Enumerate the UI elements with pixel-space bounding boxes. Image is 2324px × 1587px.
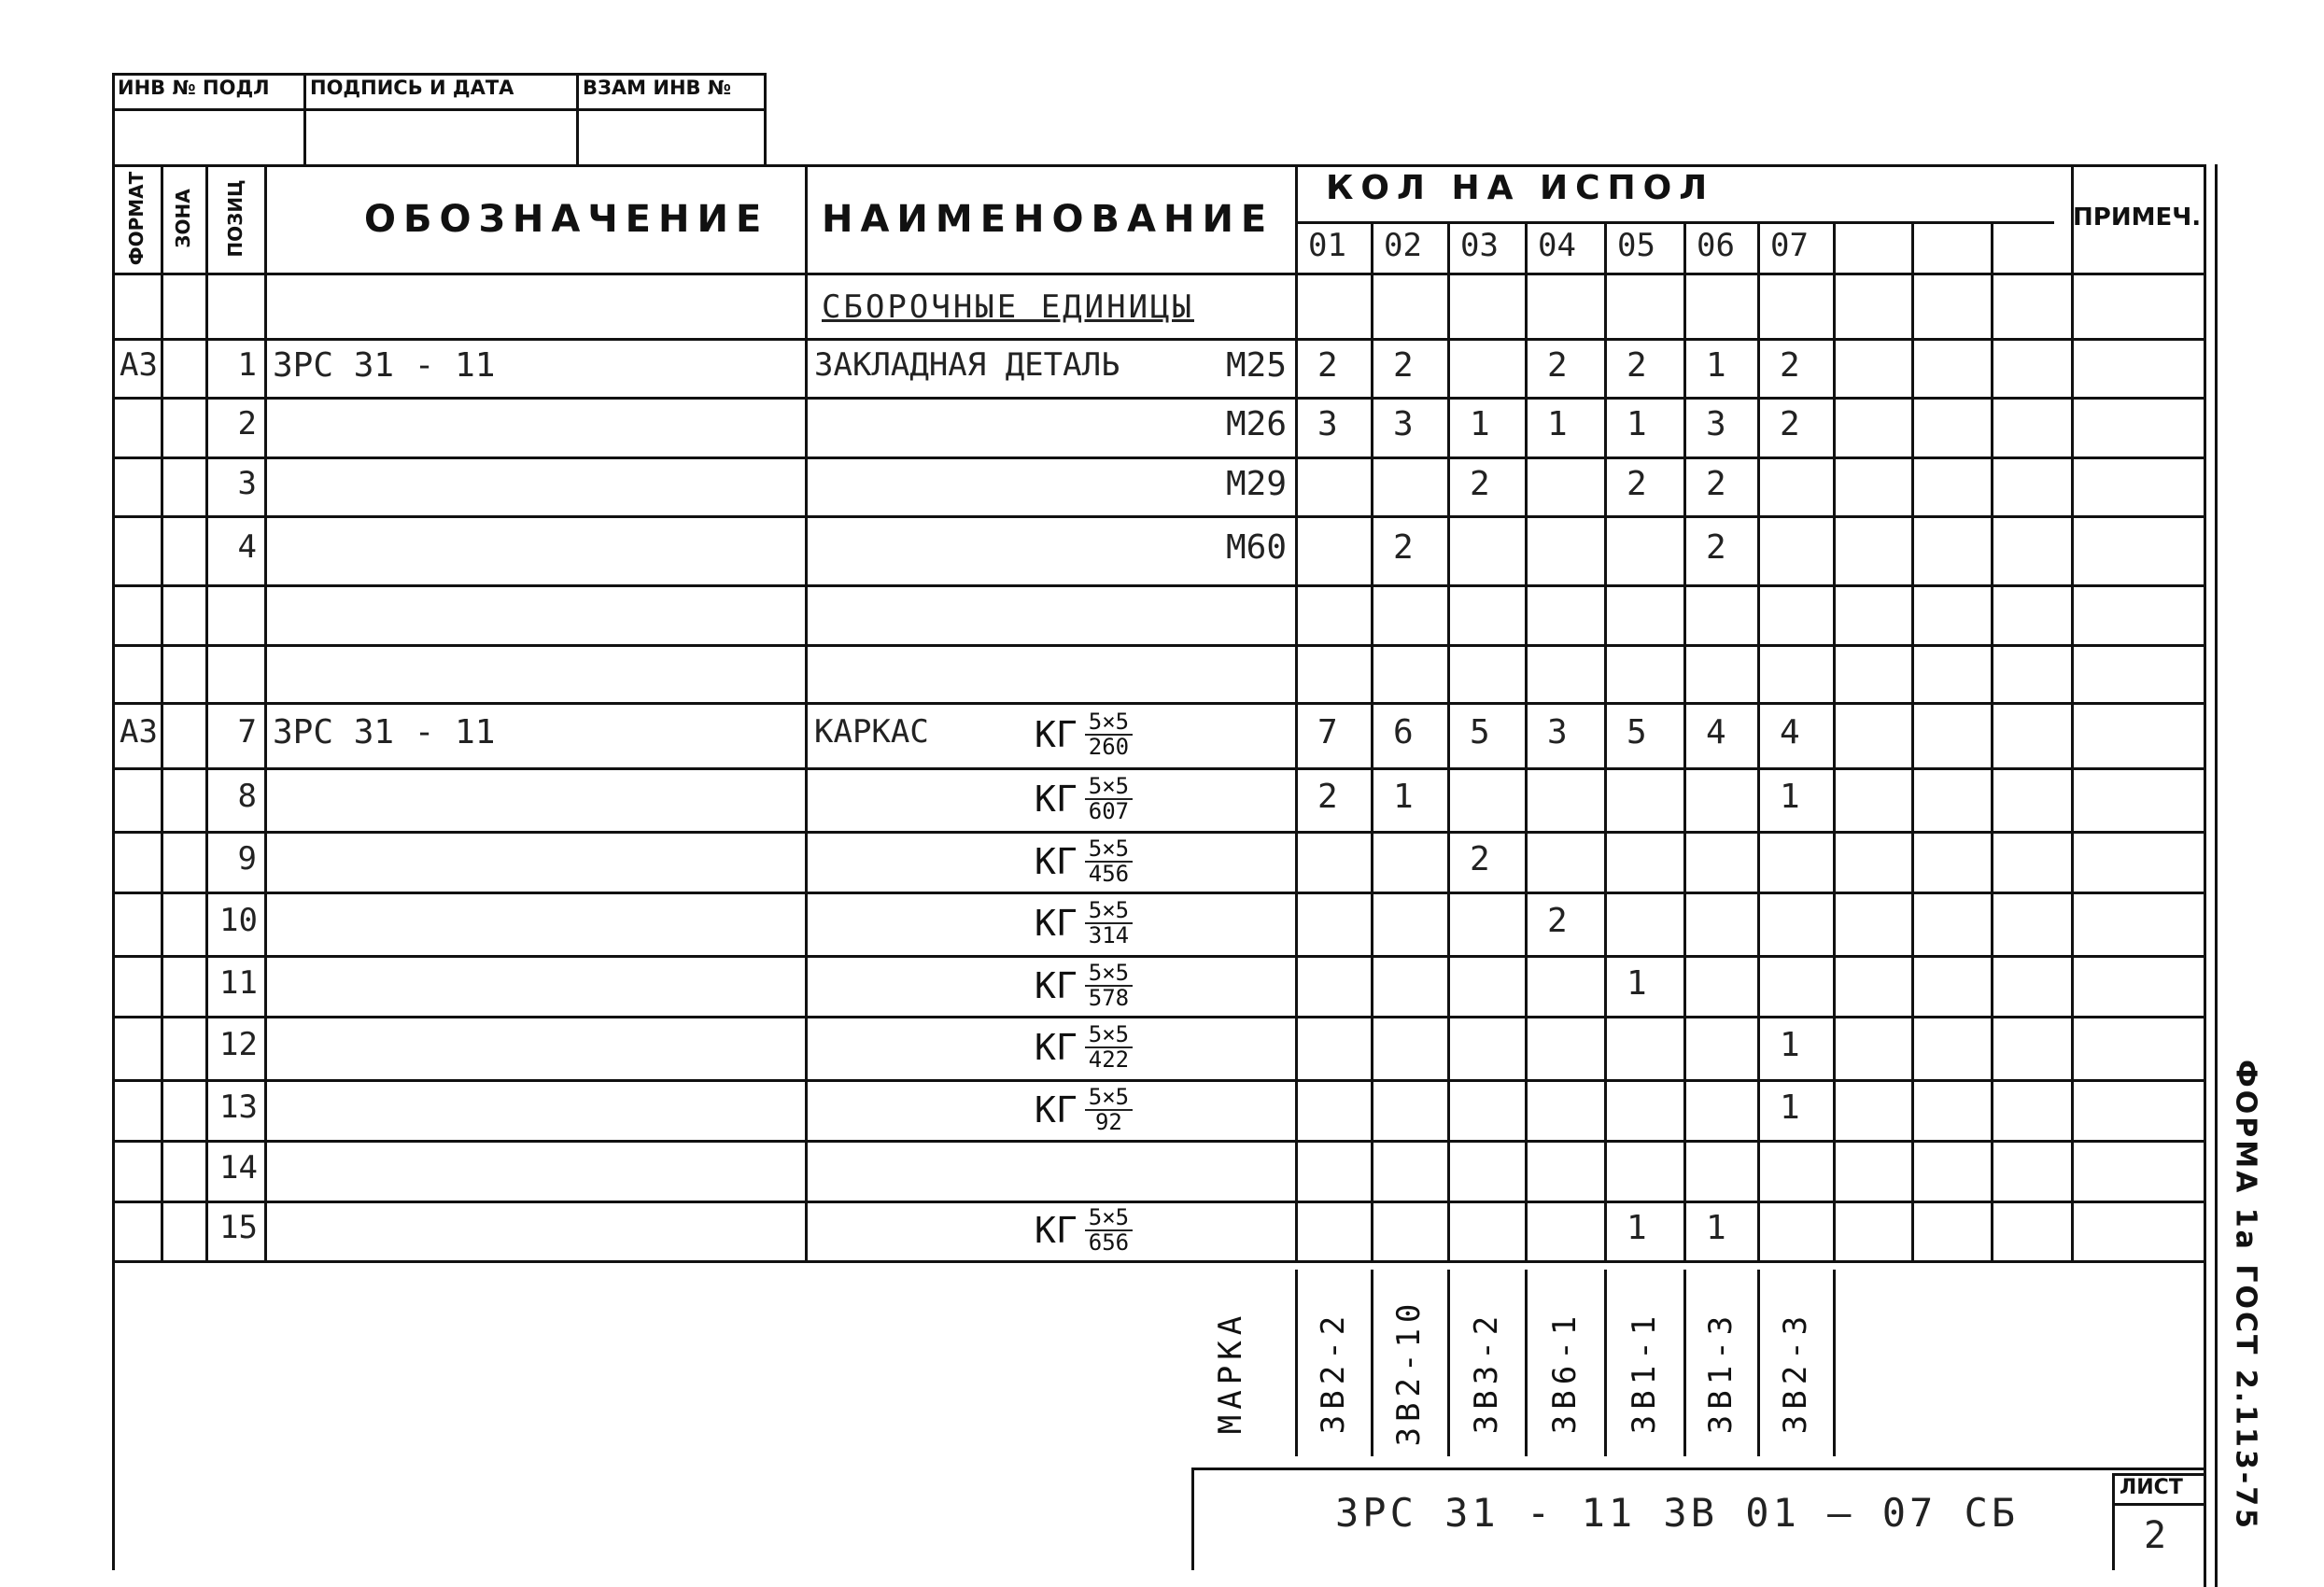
row-line xyxy=(112,955,2204,958)
grid-line-v xyxy=(2071,164,2074,1260)
grid-line-v xyxy=(1447,221,1450,1260)
grid-line-v xyxy=(1683,221,1686,1260)
qty-cell: 1 xyxy=(1706,345,1726,385)
row-line xyxy=(112,892,2204,894)
row-line xyxy=(112,515,2204,518)
fraction-numerator: 5×5 xyxy=(1085,962,1133,987)
fraction-denominator: 92 xyxy=(1094,1108,1122,1135)
qty-cell: 2 xyxy=(1317,778,1338,816)
ispol-col-5: 05 xyxy=(1617,227,1655,264)
qty-cell: 2 xyxy=(1627,345,1647,385)
row-line xyxy=(112,1201,2204,1203)
row-kg-fraction xyxy=(1035,1206,1133,1255)
fraction-denominator: 578 xyxy=(1088,984,1130,1011)
grid-line-v xyxy=(1525,221,1528,1260)
grid-line-h xyxy=(112,108,764,111)
grid-line-h xyxy=(112,73,764,76)
fraction xyxy=(1085,959,1133,1011)
row-line xyxy=(112,767,2204,770)
grid-line-v xyxy=(2112,1473,2115,1570)
grid-line-v xyxy=(764,73,767,164)
grid-line-v xyxy=(112,1260,115,1570)
grid-line-v xyxy=(805,164,808,1260)
grid-line-h xyxy=(112,164,2204,167)
fraction-numerator: 5×5 xyxy=(1085,1023,1133,1048)
fraction-numerator: 5×5 xyxy=(1085,775,1133,800)
qty-cell: 1 xyxy=(1627,405,1647,443)
grid-line-v xyxy=(264,164,267,1260)
ispol-col-2: 02 xyxy=(1384,227,1422,264)
header-naimenovanie: НАИМЕНОВАНИЕ xyxy=(822,198,1275,241)
qty-cell: 6 xyxy=(1393,713,1414,751)
qty-cell: 3 xyxy=(1317,405,1338,443)
qty-cell: 2 xyxy=(1393,528,1414,567)
header-format: ФОРМАТ xyxy=(125,171,148,266)
kg-label: КГ xyxy=(1035,714,1077,756)
row-poz: 12 xyxy=(219,1026,258,1063)
marka-divider xyxy=(1833,1270,1836,1456)
grid-line-h xyxy=(112,338,2204,341)
header-poz: ПОЗИЦ xyxy=(223,179,246,258)
row-format: А3 xyxy=(120,713,158,751)
qty-cell: 3 xyxy=(1547,713,1568,751)
row-name: КАРКАС xyxy=(814,713,929,751)
fraction xyxy=(1085,775,1133,823)
kg-label: КГ xyxy=(1035,964,1077,1006)
marka-divider xyxy=(1295,1270,1298,1456)
row-poz: 8 xyxy=(237,778,257,815)
marka-6: 3В1-3 xyxy=(1701,1310,1739,1435)
row-kg-fraction xyxy=(1035,899,1133,948)
fraction-denominator: 607 xyxy=(1088,798,1130,825)
row-poz: 9 xyxy=(237,839,257,878)
grid-line-v xyxy=(161,164,163,1260)
fraction xyxy=(1085,1083,1133,1135)
title-block-top xyxy=(1191,1468,2204,1470)
fraction-denominator: 260 xyxy=(1088,734,1130,761)
fraction xyxy=(1085,1206,1133,1255)
row-poz: 14 xyxy=(219,1148,258,1187)
row-kg-fraction xyxy=(1035,1083,1133,1135)
row-poz: 11 xyxy=(219,963,258,1002)
stamp-vzam-inv: ВЗАМ ИНВ № xyxy=(583,77,732,99)
marka-1: 3В2-2 xyxy=(1314,1310,1352,1435)
qty-cell: 3 xyxy=(1393,405,1414,443)
row-line xyxy=(112,831,2204,834)
marka-divider xyxy=(1525,1270,1528,1456)
header-primech: ПРИМЕЧ. xyxy=(2073,204,2202,232)
row-poz: 7 xyxy=(237,713,257,751)
kg-label: КГ xyxy=(1035,1088,1077,1131)
grid-line-v xyxy=(576,73,579,164)
marka-divider xyxy=(1757,1270,1760,1456)
qty-cell: 3 xyxy=(1706,405,1726,443)
qty-cell: 4 xyxy=(1780,713,1800,751)
marka-label: МАРКА xyxy=(1212,1310,1249,1435)
row-mark: М26 xyxy=(1225,405,1287,443)
section-title-sborochnye: СБОРОЧНЫЕ ЕДИНИЦЫ xyxy=(822,288,1194,326)
qty-cell: 2 xyxy=(1706,528,1726,567)
fraction-numerator: 5×5 xyxy=(1085,899,1133,924)
grid-line-v xyxy=(1191,1468,1194,1570)
row-oboznachenie: 3РС 31 - 11 xyxy=(273,345,496,385)
row-line xyxy=(112,1079,2204,1082)
kg-label: КГ xyxy=(1035,903,1077,945)
grid-line-v xyxy=(1371,221,1373,1260)
qty-cell: 2 xyxy=(1706,464,1726,503)
fraction-denominator: 456 xyxy=(1088,860,1130,887)
fraction-numerator: 5×5 xyxy=(1085,710,1133,736)
marka-divider xyxy=(1447,1270,1450,1456)
row-format: А3 xyxy=(120,345,158,384)
grid-line-v xyxy=(1295,164,1298,1260)
row-mark: М60 xyxy=(1225,528,1287,567)
qty-cell: 2 xyxy=(1780,405,1800,443)
marka-2: 3В2-10 xyxy=(1390,1298,1428,1447)
qty-cell: 2 xyxy=(1780,345,1800,385)
fraction-numerator: 5×5 xyxy=(1085,1206,1133,1231)
row-line xyxy=(112,644,2204,647)
fraction xyxy=(1085,837,1133,886)
marka-3: 3В3-2 xyxy=(1467,1310,1505,1435)
qty-cell: 4 xyxy=(1706,713,1726,751)
side-form-text: ФОРМА 1а ГОСТ 2.113-75 xyxy=(2229,1060,2262,1531)
qty-cell: 7 xyxy=(1317,713,1338,751)
fraction xyxy=(1085,899,1133,948)
ispol-col-4: 04 xyxy=(1538,227,1576,264)
fraction-denominator: 656 xyxy=(1088,1229,1130,1257)
fraction-numerator: 5×5 xyxy=(1085,1086,1133,1111)
title-code: 3РС 31 - 11 3В 01 – 07 СБ xyxy=(1335,1490,2020,1536)
grid-line-h xyxy=(112,273,2204,275)
kg-label: КГ xyxy=(1035,779,1077,821)
qty-cell: 1 xyxy=(1627,1209,1647,1247)
fraction-numerator: 5×5 xyxy=(1085,837,1133,863)
qty-cell: 1 xyxy=(1470,405,1490,443)
kg-label: КГ xyxy=(1035,1027,1077,1069)
qty-cell: 2 xyxy=(1627,464,1647,503)
row-line xyxy=(112,1260,2204,1263)
row-line xyxy=(112,1140,2204,1143)
grid-line-v xyxy=(1991,221,1993,1260)
marka-divider xyxy=(1604,1270,1607,1456)
qty-cell: 2 xyxy=(1470,464,1490,503)
row-kg-fraction xyxy=(1035,1023,1133,1072)
qty-cell: 2 xyxy=(1393,345,1414,385)
row-kg-fraction xyxy=(1035,837,1133,886)
grid-line-v xyxy=(1833,221,1836,1260)
qty-cell: 1 xyxy=(1780,1088,1800,1127)
ispol-col-6: 06 xyxy=(1697,227,1735,264)
grid-line-v xyxy=(2204,164,2206,1587)
ispol-col-7: 07 xyxy=(1770,227,1809,264)
grid-line-v xyxy=(1604,221,1607,1260)
grid-line-v xyxy=(303,73,306,164)
list-value: 2 xyxy=(2144,1514,2167,1557)
qty-cell: 1 xyxy=(1393,778,1414,816)
qty-cell: 5 xyxy=(1470,713,1490,751)
grid-line-v xyxy=(2215,164,2218,1587)
qty-cell: 2 xyxy=(1547,345,1568,385)
row-mark: М25 xyxy=(1225,345,1287,385)
row-line xyxy=(112,456,2204,459)
grid-line-v xyxy=(112,73,115,164)
grid-line-v xyxy=(1757,221,1760,1260)
marka-7: 3В2-3 xyxy=(1776,1310,1814,1435)
marka-4: 3В6-1 xyxy=(1545,1310,1584,1435)
row-kg-fraction xyxy=(1035,710,1133,759)
grid-line-h xyxy=(2112,1503,2204,1506)
row-kg-fraction xyxy=(1035,959,1133,1011)
row-line xyxy=(112,584,2204,587)
header-kol-na-ispol: КОЛ НА ИСПОЛ xyxy=(1326,169,1715,207)
qty-cell: 2 xyxy=(1547,902,1568,940)
qty-cell: 1 xyxy=(1706,1209,1726,1247)
row-kg-fraction xyxy=(1035,775,1133,823)
qty-cell: 5 xyxy=(1627,713,1647,751)
row-poz: 15 xyxy=(219,1209,258,1246)
row-line xyxy=(112,397,2204,400)
qty-cell: 2 xyxy=(1317,345,1338,385)
row-line xyxy=(112,1016,2204,1018)
row-poz: 4 xyxy=(237,528,257,566)
kg-label: КГ xyxy=(1035,840,1077,882)
header-sub-line xyxy=(1295,221,2054,224)
kg-label: КГ xyxy=(1035,1210,1077,1252)
row-mark: М29 xyxy=(1225,464,1287,503)
fraction xyxy=(1085,710,1133,759)
row-line xyxy=(112,702,2204,705)
fraction-denominator: 422 xyxy=(1088,1046,1130,1074)
row-name: ЗАКЛАДНАЯ ДЕТАЛЬ xyxy=(814,345,1120,384)
qty-cell: 1 xyxy=(1780,1026,1800,1064)
list-label: ЛИСТ xyxy=(2120,1476,2183,1499)
fraction xyxy=(1085,1023,1133,1072)
qty-cell: 1 xyxy=(1780,778,1800,816)
qty-cell: 2 xyxy=(1470,839,1490,878)
marka-divider xyxy=(1371,1270,1373,1456)
ispol-col-3: 03 xyxy=(1460,227,1499,264)
stamp-podpis-data: ПОДПИСЬ И ДАТА xyxy=(310,77,514,99)
row-oboznachenie: 3РС 31 - 11 xyxy=(273,713,496,751)
marka-5: 3В1-1 xyxy=(1625,1310,1663,1435)
row-poz: 10 xyxy=(219,902,258,939)
header-zona: ЗОНА xyxy=(172,189,194,248)
qty-cell: 1 xyxy=(1627,963,1647,1003)
ispol-col-1: 01 xyxy=(1308,227,1346,264)
qty-cell: 1 xyxy=(1547,405,1568,443)
grid-line-v xyxy=(112,164,115,1260)
row-poz: 3 xyxy=(237,464,257,502)
row-poz: 13 xyxy=(219,1088,258,1126)
grid-line-v xyxy=(205,164,208,1260)
fraction-denominator: 314 xyxy=(1088,922,1130,949)
header-oboznachenie: ОБОЗНАЧЕНИЕ xyxy=(364,198,769,241)
stamp-inv-podl: ИНВ № ПОДЛ xyxy=(118,77,270,99)
marka-divider xyxy=(1683,1270,1686,1456)
row-poz: 1 xyxy=(237,345,257,384)
row-poz: 2 xyxy=(237,405,257,442)
grid-line-v xyxy=(1911,221,1914,1260)
